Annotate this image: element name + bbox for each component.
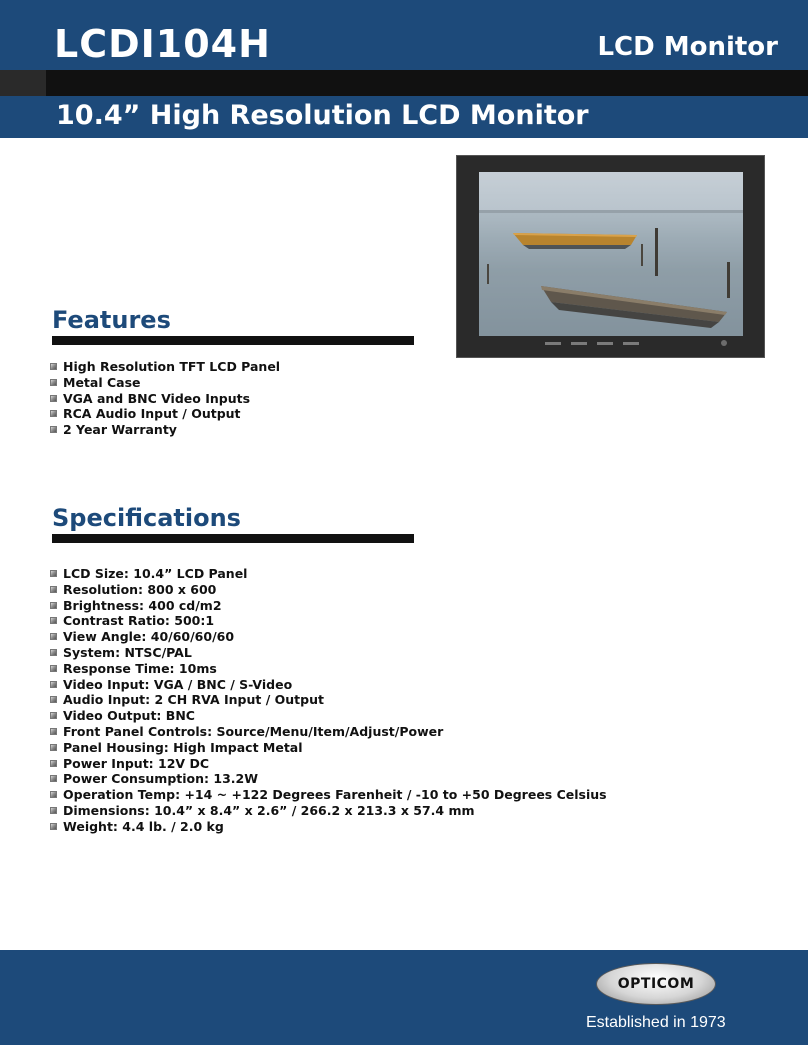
product-monitor-image [456, 155, 765, 358]
bullet-icon [50, 760, 57, 767]
spec-item: LCD Size: 10.4” LCD Panel [50, 566, 607, 582]
bullet-icon [50, 807, 57, 814]
control-button-icon [545, 342, 561, 345]
model-name: LCDI104H [54, 22, 271, 66]
feature-item: 2 Year Warranty [50, 422, 280, 438]
bullet-icon [50, 696, 57, 703]
bullet-icon [50, 363, 57, 370]
spec-item: Audio Input: 2 CH RVA Input / Output [50, 692, 607, 708]
spec-item: Video Input: VGA / BNC / S-Video [50, 677, 607, 693]
features-list [50, 359, 280, 438]
bullet-icon [50, 775, 57, 782]
spec-item: System: NTSC/PAL [50, 645, 607, 661]
product-subtitle: 10.4” High Resolution LCD Monitor [56, 100, 589, 131]
spec-item: Video Output: BNC [50, 708, 607, 724]
bullet-icon [50, 633, 57, 640]
spec-item: Response Time: 10ms [50, 661, 607, 677]
features-rule [52, 336, 414, 345]
feature-item: RCA Audio Input / Output [50, 406, 280, 422]
bullet-icon [50, 410, 57, 417]
spec-item: Panel Housing: High Impact Metal [50, 740, 607, 756]
specifications-heading: Specifications [52, 504, 241, 532]
bullet-icon [50, 602, 57, 609]
header-divider-accent [0, 70, 46, 96]
bullet-icon [50, 823, 57, 830]
header-divider-bar [0, 70, 808, 96]
spec-item: View Angle: 40/60/60/60 [50, 629, 607, 645]
tagline: Established in 1973 [586, 1014, 726, 1031]
spec-item: Brightness: 400 cd/m2 [50, 598, 607, 614]
bullet-icon [50, 712, 57, 719]
specifications-rule [52, 534, 414, 543]
logo-text: OPTICOM [617, 976, 695, 992]
bullet-icon [50, 617, 57, 624]
spec-item: Power Consumption: 13.2W [50, 771, 607, 787]
spec-item: Weight: 4.4 lb. / 2.0 kg [50, 819, 607, 835]
spec-item: Operation Temp: +14 ~ +122 Degrees Farenheit / -10 to +50 Degrees Celsius [50, 787, 607, 803]
bullet-icon [50, 744, 57, 751]
bullet-icon [50, 379, 57, 386]
bullet-icon [50, 426, 57, 433]
bullet-icon [50, 728, 57, 735]
specifications-list [50, 566, 607, 835]
spec-item: Contrast Ratio: 500:1 [50, 613, 607, 629]
bullet-icon [50, 570, 57, 577]
bullet-icon [50, 586, 57, 593]
control-button-icon [623, 342, 639, 345]
lake-boats-picture [479, 172, 743, 336]
control-button-icon [597, 342, 613, 345]
feature-item: Metal Case [50, 375, 280, 391]
product-category: LCD Monitor [597, 32, 778, 62]
spec-item: Dimensions: 10.4” x 8.4” x 2.6” / 266.2 x 213.3 x 57.4 mm [50, 803, 607, 819]
bullet-icon [50, 649, 57, 656]
bullet-icon [50, 665, 57, 672]
monitor-front-controls [545, 342, 675, 348]
spec-item: Front Panel Controls: Source/Menu/Item/Adjust/Power [50, 724, 607, 740]
spec-item: Resolution: 800 x 600 [50, 582, 607, 598]
feature-item: High Resolution TFT LCD Panel [50, 359, 280, 375]
feature-item: VGA and BNC Video Inputs [50, 391, 280, 407]
monitor-screen [479, 172, 743, 336]
control-button-icon [571, 342, 587, 345]
bullet-icon [50, 791, 57, 798]
spec-item: Power Input: 12V DC [50, 756, 607, 772]
bullet-icon [50, 395, 57, 402]
power-led-icon [721, 340, 727, 346]
features-heading: Features [52, 306, 171, 334]
bullet-icon [50, 681, 57, 688]
